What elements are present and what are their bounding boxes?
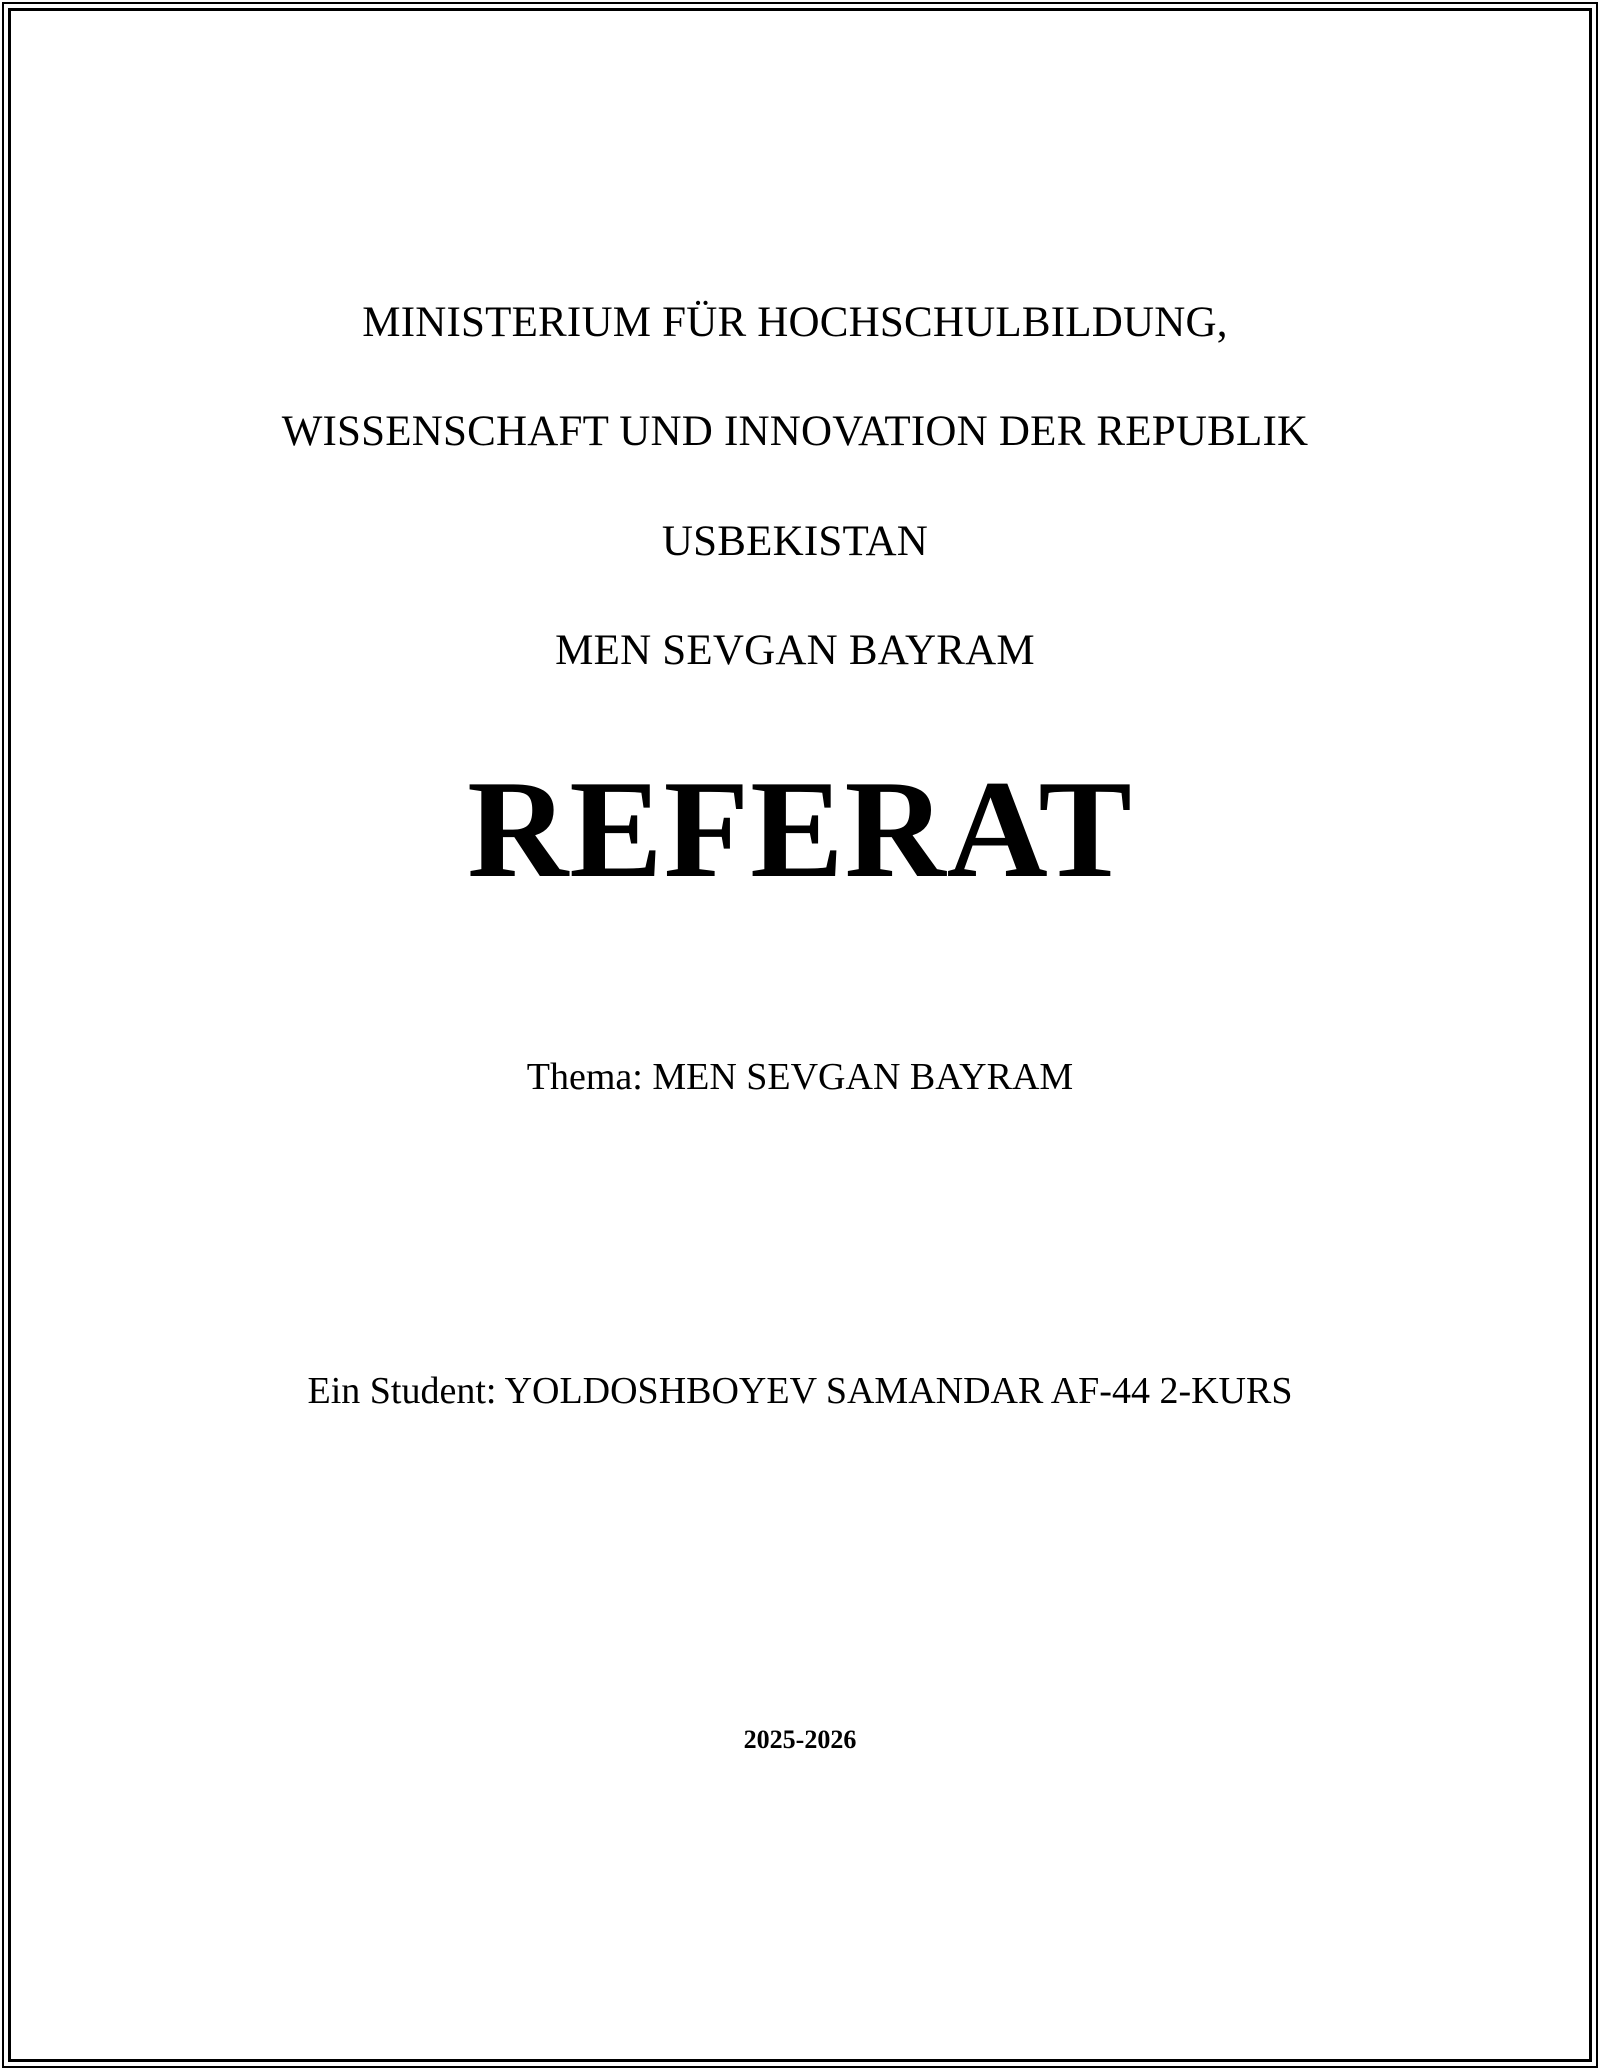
student-label: Ein Student: xyxy=(307,1370,497,1412)
ministry-header xyxy=(0,241,1590,679)
thema-line xyxy=(0,1058,1600,1096)
header-line-3: USBEKISTAN xyxy=(661,517,929,565)
header-line-4: MEN SEVGAN BAYRAM xyxy=(555,626,1035,674)
page-title: REFERAT xyxy=(467,752,1133,907)
student-value: YOLDOSHBOYEV SAMANDAR AF-44 2-KURS xyxy=(504,1370,1293,1412)
student-line xyxy=(0,1372,1600,1410)
academic-year: 2025-2026 xyxy=(743,1725,857,1754)
thema-label: Thema: xyxy=(526,1056,643,1098)
header-line-2: WISSENSCHAFT UND INNOVATION DER REPUBLIK xyxy=(281,408,1309,456)
header-line-1: MINISTERIUM FÜR HOCHSCHULBILDUNG, xyxy=(362,298,1228,346)
thema-value: MEN SEVGAN BAYRAM xyxy=(652,1056,1074,1098)
